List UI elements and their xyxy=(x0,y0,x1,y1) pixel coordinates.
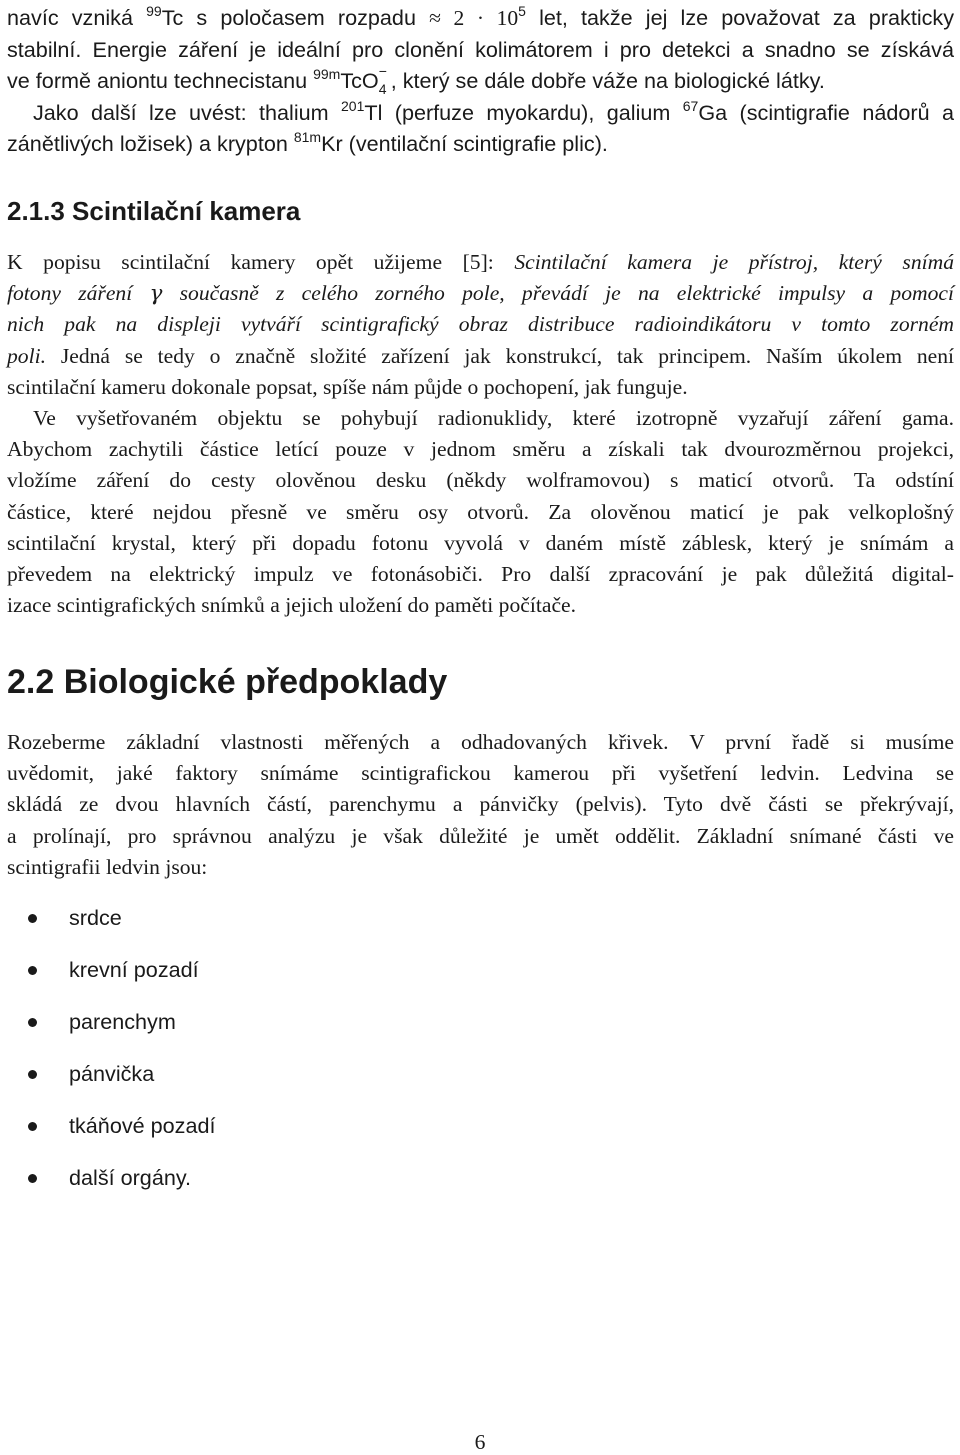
intro-line-1: navíc vzniká $^{99}$Tc s poločasem rozpadu ≈ $2 \cdot 10^5$ let, takže jej lze považovat za prakticky xyxy=(7,3,955,30)
list-item: parenchym xyxy=(7,1004,215,1056)
bio-line-2: uvědomit, jaké faktory snímáme scintigrafickou kamerou při vyšetření ledvin. Ledvina se xyxy=(7,761,954,786)
p2-line-1: Ve vyšetřovaném objektu se pohybují radionuklidy, které izotropně vyzařují záření gama. xyxy=(33,406,954,430)
p1-line-3: nich pak na displeji vytváří scintigrafický obraz distribuce radioindikátoru v tomto zorném xyxy=(7,312,954,337)
bullet-icon xyxy=(28,1122,37,1131)
section-heading-2-1-3: 2.1.3 Scintilační kamera xyxy=(7,196,301,226)
intro-line-5: zánětlivých ložisek) a krypton $^{81m}$Kr (ventilační scintigrafie plic). xyxy=(7,128,608,156)
list-item: srdce xyxy=(7,900,215,952)
scintillation-paragraph-1 xyxy=(7,247,954,403)
intro-line-4: Jako další lze uvést: thalium $^{201}$Tl (perfuze myokardu), galium $^{67}$Ga (scintigrafie nádorů a xyxy=(33,97,954,125)
p1-line-5: scintilační kameru dokonale popsat, spíše nám půjde o pochopení, jak funguje. xyxy=(7,374,688,399)
bullet-icon xyxy=(28,966,37,975)
intro-line-3: ve formě aniontu technecistanu $^{99m}$TcO − 4 , který se dále dobře váže na biologické látky. xyxy=(7,63,825,98)
p2-line-4: částice, které nejdou přesně ve směru osy otvorů. Za olověnou maticí je pak velkoplošný xyxy=(7,499,954,524)
section-heading-2-2: 2.2 Biologické předpoklady xyxy=(7,663,448,701)
intro-line-2: stabilní. Energie záření je ideální pro clonění kolimátorem i pro detekci a snadno se získává xyxy=(7,37,954,63)
bullet-icon xyxy=(28,1174,37,1183)
p1-line-4: poli. Jedná se tedy o značně složité zařízení jak konstrukcí, tak principem. Naším úkolem není xyxy=(7,343,954,368)
bio-line-5: scintigrafii ledvin jsou: xyxy=(7,854,208,879)
list-item: tkáňové pozadí xyxy=(7,1108,215,1160)
bullet-icon xyxy=(28,914,37,923)
p2-line-5: scintilační krystal, který při dopadu fotonu vyvolá v daném místě záblesk, který je snímám a xyxy=(7,530,954,555)
list-item: další orgány. xyxy=(7,1160,215,1212)
kidney-parts-list xyxy=(7,900,215,1212)
p2-line-7: izace scintigrafických snímků a jejich uložení do paměti počítače. xyxy=(7,593,577,618)
intro-paragraph xyxy=(7,2,954,159)
bio-line-4: a prolínají, pro správnou analýzu je však důležité je umět oddělit. Základní snímané části ve xyxy=(7,823,954,848)
list-item: krevní pozadí xyxy=(7,952,215,1004)
bullet-icon xyxy=(28,1018,37,1027)
p1-line-2: fotony záření γ současně z celého zorného pole, převádí je na elektrické impulsy a pomocí xyxy=(7,281,955,307)
p2-line-2: Abychom zachytili částice letící pouze v jednom směru a získali tak dvourozměrnou projekci, xyxy=(7,437,954,462)
bio-line-3: skládá ze dvou hlavních částí, parenchymu a pánvičky (pelvis). Tyto dvě části se překrývají, xyxy=(7,792,954,817)
page-number: 6 xyxy=(474,1430,486,1454)
biology-paragraph xyxy=(7,727,954,883)
p2-line-6: převedem na elektrický impulz ve fotonásobiči. Pro další zpracování je pak důležitá digital- xyxy=(7,562,954,587)
scintillation-paragraph-2 xyxy=(7,403,954,621)
p2-line-3: vložíme záření do cesty olověnou desku (někdy wolframovou) s maticí otvorů. Ta odstíní xyxy=(7,468,954,493)
bio-line-1: Rozeberme základní vlastnosti měřených a odhadovaných křivek. V první řadě si musíme xyxy=(7,730,954,754)
p1-line-1: K popisu scintilační kamery opět užijeme [5]: Scintilační kamera je přístroj, který snímá xyxy=(7,250,955,274)
bullet-icon xyxy=(28,1070,37,1079)
list-item: pánvička xyxy=(7,1056,215,1108)
